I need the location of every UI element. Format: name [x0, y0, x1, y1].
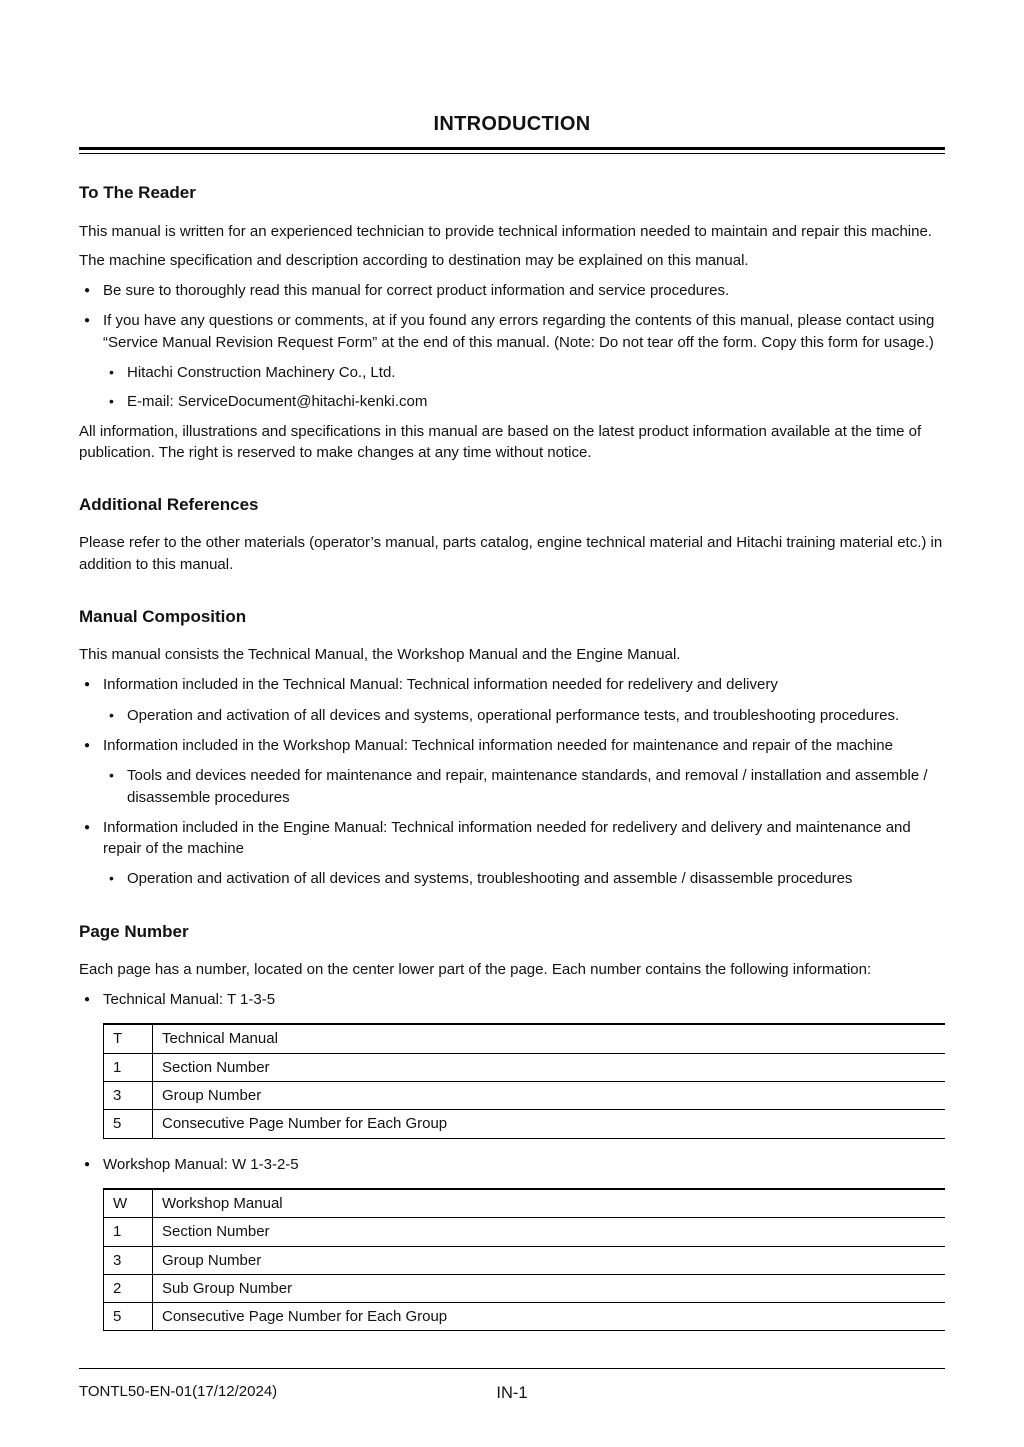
bullet-icon: ● [84, 739, 91, 751]
table-cell-description: Workshop Manual [153, 1189, 946, 1218]
table-row [104, 1053, 946, 1081]
sub-bullet-icon: • [109, 364, 114, 380]
bullet-item [79, 310, 945, 353]
bullet-text: Be sure to thoroughly read this manual for correct product information and service procedures. [103, 282, 730, 300]
table-cell-code: 1 [104, 1053, 153, 1081]
document-body [79, 181, 945, 1331]
sub-bullet-item [79, 362, 945, 383]
table-row [104, 1082, 946, 1110]
sub-bullet-item [79, 705, 945, 726]
sub-bullet-icon: • [109, 767, 114, 784]
table-row [104, 1110, 946, 1138]
sub-bullet-icon: • [109, 870, 114, 887]
bullet-item [79, 674, 945, 695]
bullet-text: Technical Manual: T 1-3-5 [103, 991, 276, 1009]
sub-bullet-icon: • [109, 706, 114, 723]
table-cell-code: W [104, 1189, 153, 1218]
table-cell-code: 3 [104, 1082, 153, 1110]
sub-bullet-item [79, 868, 945, 889]
paragraph: Please refer to the other materials (operator’s manual, parts catalog, engine technical material and Hitachi training material etc.) in addition to this manual. [79, 534, 943, 573]
section-heading: To The Reader [79, 183, 196, 203]
paragraph: All information, illustrations and specifications in this manual are based on the latest product information available at the time of publication. The right is reserved to make changes at any time without notice. [79, 422, 922, 461]
bullet-icon: ● [84, 285, 91, 297]
table-cell-description: Group Number [153, 1246, 946, 1274]
bullet-icon: ● [84, 1158, 91, 1170]
bullet-icon: ● [84, 994, 91, 1006]
paragraph: The machine specification and description according to destination may be explained on this manual. [79, 251, 749, 269]
footer-page-number: IN-1 [496, 1383, 528, 1402]
section-heading: Additional References [79, 495, 259, 515]
table-cell-description: Consecutive Page Number for Each Group [153, 1303, 946, 1331]
table-cell-description: Section Number [153, 1218, 946, 1246]
bullet-text: Tools and devices needed for maintenance and repair, maintenance standards, and removal / installation and assemble / disassemble procedures [127, 767, 928, 806]
bullet-item [79, 989, 945, 1010]
bullet-item [79, 280, 945, 301]
table-row [104, 1303, 946, 1331]
doc-section [79, 181, 945, 463]
table-cell-code: 2 [104, 1274, 153, 1302]
table-cell-code: T [104, 1024, 153, 1053]
bullet-text: Operation and activation of all devices and systems, operational performance tests, and troubleshooting procedures. [127, 706, 900, 724]
table-cell-description: Sub Group Number [153, 1274, 946, 1302]
table-cell-description: Group Number [153, 1082, 946, 1110]
bullet-text: Operation and activation of all devices and systems, troubleshooting and assemble / disassemble procedures [127, 870, 853, 888]
paragraph: Each page has a number, located on the center lower part of the page. Each number contains the following information: [79, 960, 872, 978]
doc-section [79, 920, 945, 1332]
bullet-icon: ● [84, 821, 91, 833]
bullet-item [79, 735, 945, 756]
table-cell-code: 5 [104, 1110, 153, 1138]
sub-bullet-item [79, 765, 945, 808]
doc-section [79, 493, 945, 575]
table-cell-description: Technical Manual [153, 1024, 946, 1053]
bullet-icon: ● [84, 315, 91, 327]
bullet-text: E-mail: ServiceDocument@hitachi-kenki.com [127, 393, 428, 411]
sub-bullet-item [79, 391, 945, 412]
section-heading: Manual Composition [79, 606, 247, 626]
table-row [104, 1189, 946, 1218]
bullet-text: Hitachi Construction Machinery Co., Ltd. [127, 364, 396, 381]
table-cell-code: 3 [104, 1246, 153, 1274]
bullet-item [79, 817, 945, 860]
bullet-item [79, 1154, 945, 1175]
table-cell-description: Section Number [153, 1053, 946, 1081]
paragraph: This manual consists the Technical Manual, the Workshop Manual and the Engine Manual. [79, 646, 681, 664]
title-double-rule [79, 147, 945, 154]
paragraph: This manual is written for an experienced technician to provide technical information needed to maintain and repair this machine. [79, 222, 932, 240]
footer-doc-code: TONTL50-EN-01(17/12/2024) [79, 1382, 278, 1400]
bullet-text: Information included in the Technical Manual: Technical information needed for redelivery and delivery [103, 676, 778, 694]
doc-section [79, 605, 945, 890]
bullet-text: Information included in the Workshop Manual: Technical information needed for maintenance and repair of the machine [103, 736, 893, 754]
sub-bullet-icon: • [109, 393, 114, 410]
bullet-text: If you have any questions or comments, at if you found any errors regarding the contents of this manual, please contact using “Service Manual Revision Request Form” at the end of this manual. (Note: Do not tear off the form. Copy this form for usage.) [103, 312, 935, 351]
page-title: INTRODUCTION [433, 113, 591, 135]
table-row [104, 1218, 946, 1246]
bullet-text: Workshop Manual: W 1-3-2-5 [103, 1155, 299, 1173]
table-row [104, 1246, 946, 1274]
section-heading: Page Number [79, 921, 189, 941]
page-number-table [103, 1188, 945, 1331]
page-number-table [103, 1023, 945, 1138]
table-cell-code: 5 [104, 1303, 153, 1331]
table-cell-description: Consecutive Page Number for Each Group [153, 1110, 946, 1138]
table-row [104, 1274, 946, 1302]
page-footer [79, 1368, 945, 1405]
bullet-text: Information included in the Engine Manual: Technical information needed for redelivery and delivery and maintenance and repair of the machine [103, 818, 911, 858]
table-cell-code: 1 [104, 1218, 153, 1246]
table-row [104, 1024, 946, 1053]
bullet-icon: ● [84, 679, 91, 691]
